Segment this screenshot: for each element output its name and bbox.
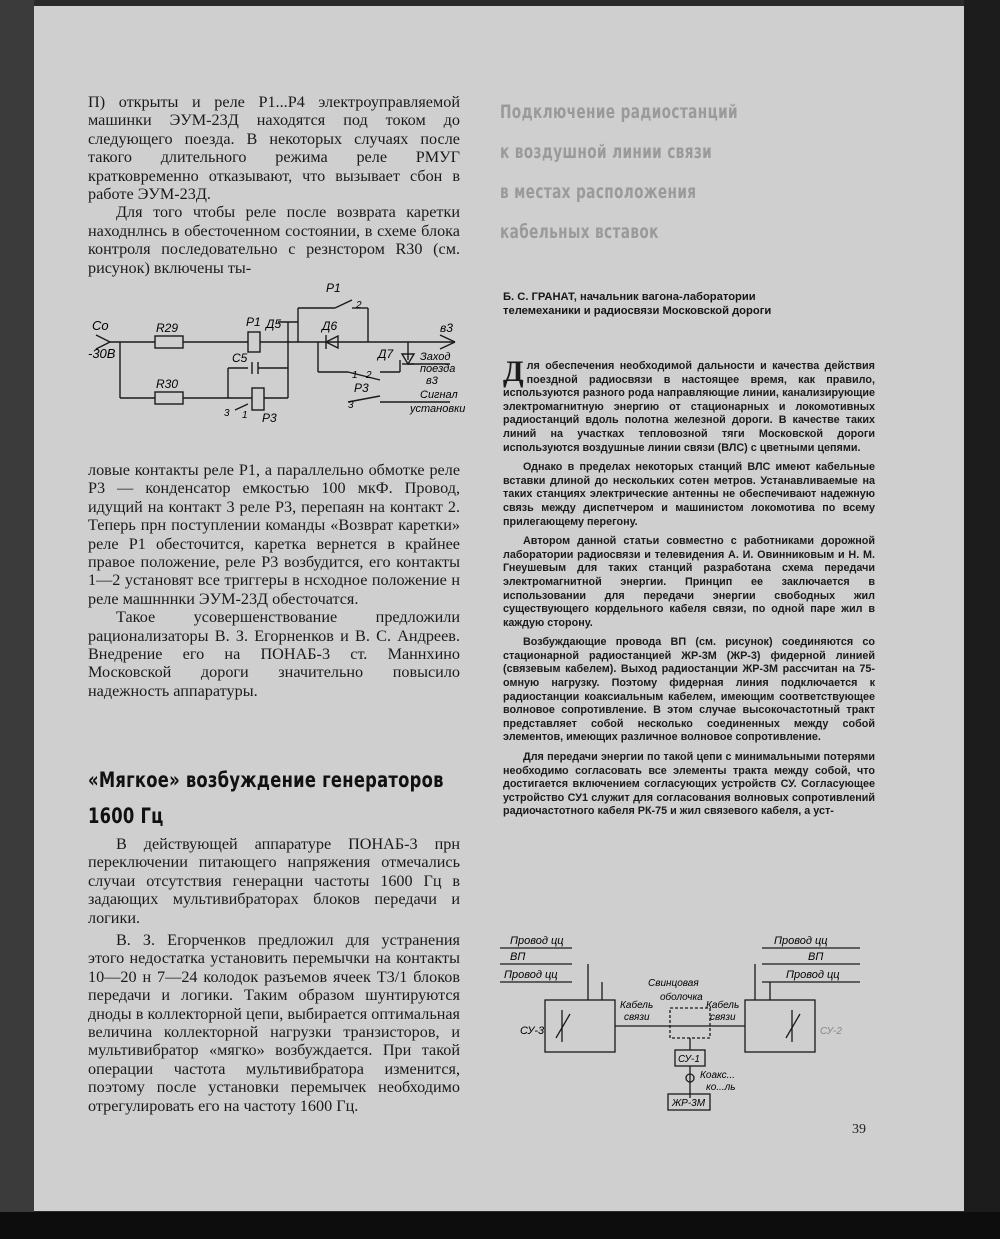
circuit-label-node: в3	[440, 321, 453, 335]
diagram-label-kabel-left: Кабель	[620, 1000, 654, 1011]
diagram-label-obolochka: оболочка	[660, 992, 703, 1003]
diagram-label-svyazi-left: связи	[624, 1012, 650, 1023]
diagram-label-su3: СУ-3	[520, 1025, 545, 1037]
article-title	[500, 92, 860, 252]
scan-left-edge	[0, 0, 34, 1239]
diagram-label-provod-left-bottom: Провод цц	[504, 969, 558, 981]
circuit-pin-3: 3	[224, 408, 230, 419]
circuit-label-p1-contact: Р1	[326, 281, 341, 295]
circuit-label-p3: Р3	[262, 411, 277, 425]
diagram-label-kabel-right: Кабель	[706, 1000, 740, 1011]
paragraph: В действующей аппаратуре ПОНАБ-3 прн переключении питающего напряжения отмечались случаи отсутствия генерацни частоты 1600 Гц в задающих мультивибраторах блоков передачи и логики.	[88, 835, 460, 927]
diagram-label-vp-right: ВП	[808, 951, 824, 963]
author-line: Б. С. ГРАНАТ, начальник вагона-лаборатории	[503, 291, 756, 303]
page-number: 39	[852, 1122, 866, 1137]
section-heading-line: «Мягкое» возбуждение генераторов	[88, 768, 444, 792]
circuit-pin-2: 2	[356, 300, 362, 311]
diagram-label-koaks: Коакс...	[700, 1070, 735, 1081]
left-column-bottom	[88, 835, 460, 1115]
paragraph: Для передачи энергии по такой цепи с минимальными потерями необходимо согласовать все элементы тракта между собой, что достигается включением согласующих устройств СУ. Согласующее устройство СУ1 служит для согласования волновых сопротивлений радиочастотного кабеля РК-75 и жил связевого кабеля, а уст-	[503, 751, 875, 818]
circuit-label-zahod: Заход	[420, 351, 451, 363]
article-title-line: кабельных вставок	[500, 221, 659, 243]
feeder-connection-diagram	[490, 930, 870, 1115]
paragraph: П) открыты и реле Р1...Р4 электроуправляемой машинки ЭУМ-23Д находятся под током до следующего поезда. В некоторых случаях после такого длительного режима реле РМУГ кратковременно отказывают, что вызывает сбон в работе ЭУМ-23Д.	[88, 93, 460, 204]
diagram-label-svyazi-right: связи	[710, 1012, 736, 1023]
circuit-label-c5: С5	[232, 351, 248, 365]
left-column-middle	[88, 461, 460, 700]
article-title-line: в местах расположения	[500, 181, 697, 203]
section-heading	[88, 762, 548, 834]
diagram-label-kabel-bottom: ко...ль	[706, 1082, 736, 1093]
left-column-top	[88, 93, 460, 277]
paragraph: Такое усовершенствование предложили рационализаторы В. З. Егорненков и В. С. Андреев. Внедрение его на ПОНАБ-3 ст. Маннхино Московской дороги значительно повысило надежность аппаратуры.	[88, 608, 460, 700]
article-title-line: к воздушной линии связи	[500, 141, 713, 163]
diagram-label-provod-right-top: Провод цц	[774, 935, 828, 947]
section-heading-line: 1600 Гц	[88, 804, 164, 828]
paragraph	[503, 355, 875, 455]
author-line: телемеханики и радиосвязи Московской дороги	[503, 305, 772, 317]
circuit-pin-2b: 2	[366, 370, 372, 381]
circuit-label-d7: Д7	[378, 347, 394, 361]
article-title-line: Подключение радиостанций	[500, 101, 738, 123]
paragraph: Для того чтобы реле после возврата каретки находнлнсь в обесточенном состоянии, в схеме блока контроля последовательно с резнстором R30 (см. рисунок) включены ты-	[88, 203, 460, 277]
circuit-label-p3-contact: Р3	[354, 381, 369, 395]
drop-cap: Д	[503, 355, 524, 388]
circuit-label-d6: Д6	[322, 319, 338, 333]
diagram-label-vp-left: ВП	[510, 951, 526, 963]
circuit-label-v3: в3	[426, 375, 438, 387]
diagram-label-provod-left-top: Провод цц	[510, 935, 564, 947]
relay-circuit-diagram	[80, 280, 465, 450]
circuit-pin-1b: 1	[352, 370, 358, 381]
paragraph: Однако в пределах некоторых станций ВЛС имеют кабельные вставки длиной до нескольких сотен метров. Устанавливаемые на таких станциях электрические антенны не обеспечивают надежную связь между диспетчером и машинистом локомотива по всему прилегающему перегону.	[503, 461, 875, 528]
paragraph: Возбуждающие провода ВП (см. рисунок) соединяются со стационарной радиостанцией ЖР-3М (ЖР-3) фидерной линией (связевым кабелем). Выход радиостанции ЖР-3М рассчитан на 75-омную нагрузку. Поэтому фидерная линия подключается к радиостанции коаксиальным кабелем, имеющим соответствующее волновое сопротивление. В этом случае высокочастотный тракт представляет собой несколько соединенных между собой элементов, имеющих различное волновое сопротивление.	[503, 636, 875, 744]
paragraph: В. З. Егорченков предложил для устранения этого недостатка установить перемычки на контакты 10—20 н 7—24 колодок разъемов ячеек Т3/1 блоков передачи и логики. Таким образом шунтируются дноды в коллекторной цепи, выбирается оптимальная величина коллекторной нагрузки транзисторов, и мультивибратор «мягко» возбуждается. При такой операции частота мультивибратора изменится, поэтому после установки перемычек необходимо отрегулировать его на частоту 1600 Гц.	[88, 931, 460, 1115]
circuit-label-co: Со	[92, 318, 109, 333]
circuit-pin-3b: 3	[348, 400, 354, 411]
diagram-label-svincovaya: Свинцовая	[648, 978, 699, 989]
diagram-label-zhr3m: ЖР-3М	[672, 1098, 706, 1109]
paragraph: Автором данной статьи совместно с работниками дорожной лаборатории радиосвязи и телевидения А. И. Овинниковым и Н. М. Гнеушевым для таких станций разработана схема передачи электромагнитной энергии. Принцип ее заключается в использовании для передачи энергии свободных жил существующего кордельного кабеля связи, по одной паре жил в каждую сторону.	[503, 535, 875, 629]
paragraph-text: ля обеспечения необходимой дальности и качества действия поездной радиосвязи в настоящее время, как правило, используются разного рода направляющие линии, канализирующие электромагнитную энергию от стационарных и локомотивных радиостанций вдоль полотна железной дороги. В качестве таких линий на участках тепловозной тяги Московской дороги используются воздушные линии связи (ВЛС) с цветными цепями.	[503, 360, 875, 454]
circuit-label-ustanovki: установки	[410, 403, 465, 415]
circuit-label-poezda: поезда	[420, 363, 456, 375]
circuit-label-r30: R30	[156, 377, 179, 391]
circuit-label-r29: R29	[156, 321, 179, 335]
diagram-label-su2: СУ-2	[820, 1026, 842, 1037]
author-block	[503, 290, 883, 318]
scan-bottom-edge	[0, 1212, 1000, 1239]
circuit-label-signal: Сигнал	[420, 389, 458, 401]
right-column-body	[503, 355, 875, 825]
circuit-label-voltage: -30В	[88, 346, 116, 361]
circuit-pin-1: 1	[242, 410, 248, 421]
paragraph: ловые контакты реле Р1, а параллельно обмотке реле Р3 — конденсатор емкостью 100 мкФ. Провод, идущий на контакт 3 реле Р3, перепаян на контакт 2. Теперь прн поступлении команды «Возврат каретки» реле Р1 обесточится, каретка вернется в крайнее правое положение, реле Р3 возбудится, его контакты 1—2 установят все триггеры в нсходное положение н реле машнннки ЭУМ-23Д обесточатся.	[88, 461, 460, 608]
diagram-label-su1: СУ-1	[678, 1054, 700, 1065]
diagram-label-provod-right-bottom: Провод цц	[786, 969, 840, 981]
circuit-label-p1: Р1	[246, 315, 261, 329]
scan-right-edge	[964, 0, 1000, 1239]
circuit-label-d5: Д5	[266, 317, 282, 331]
